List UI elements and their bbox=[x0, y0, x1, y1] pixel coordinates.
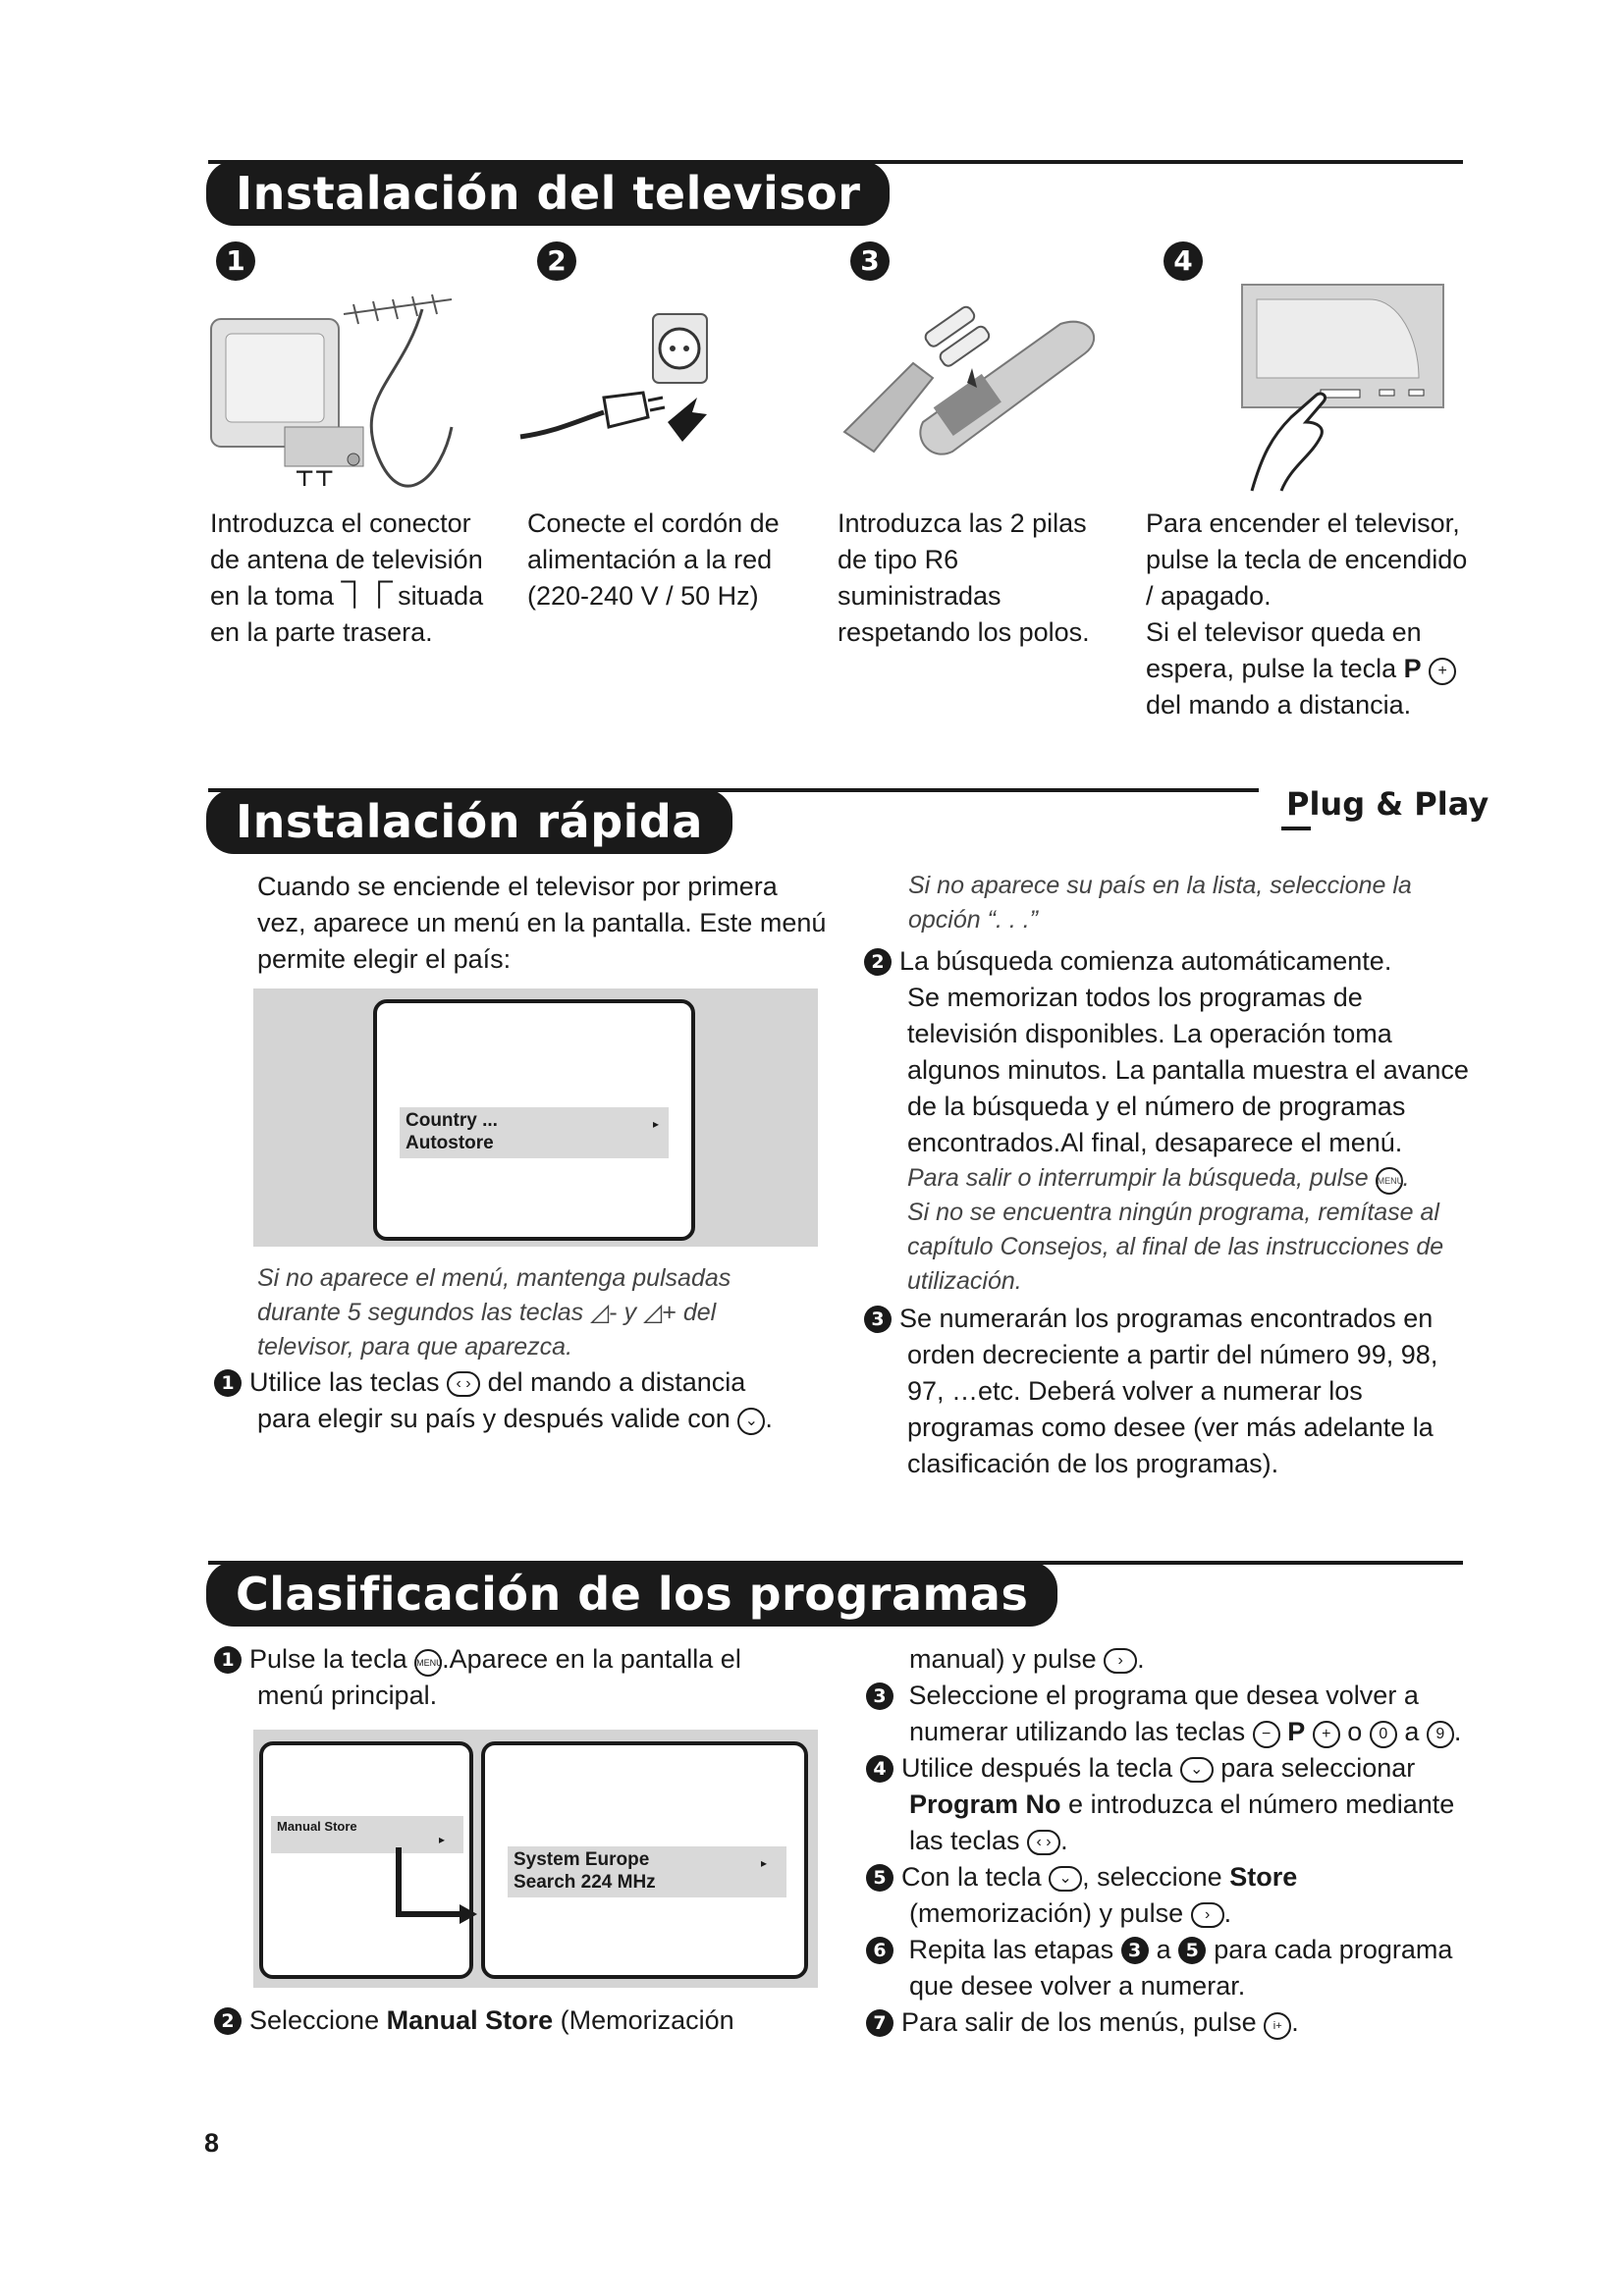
menu-item-search[interactable]: Search 224 MHz bbox=[514, 1872, 656, 1893]
exit-key-icon: i+ bbox=[1264, 2012, 1291, 2040]
text-line: Si no se encuentra ningún programa, remítase al bbox=[907, 1199, 1439, 1226]
antenna-socket-icon: ⏋⎾ bbox=[341, 581, 391, 611]
sort-step-1 bbox=[214, 1641, 823, 1714]
text-line: durante 5 segundos las teclas ◿- y ◿+ del bbox=[257, 1299, 717, 1326]
submenu-arrow-icon: ▸ bbox=[439, 1833, 446, 1846]
svg-text:⊤⊤: ⊤⊤ bbox=[295, 466, 335, 491]
page-number: 8 bbox=[204, 2128, 220, 2158]
text-line: capítulo Consejos, al final de las instrucciones de bbox=[907, 1233, 1444, 1260]
text-line: 97, …etc. Deberá volver a numerar los bbox=[907, 1376, 1363, 1406]
sort-step-2 bbox=[214, 2002, 823, 2039]
step-bullet: 3 bbox=[864, 1306, 892, 1333]
text-line: permite elegir el país: bbox=[257, 944, 512, 974]
text-line: orden decreciente a partir del número 99, 98, bbox=[907, 1340, 1438, 1369]
left-right-keys-icon: ‹ › bbox=[447, 1371, 480, 1397]
quick-install-step-3 bbox=[864, 1301, 1473, 1482]
step-number: 1 bbox=[216, 241, 255, 281]
text-line: 2 La búsqueda comienza automáticamente. bbox=[864, 943, 1473, 980]
text-line: Conecte el cordón de bbox=[527, 508, 780, 538]
install-step-3-text bbox=[838, 506, 1132, 651]
minus-key-icon: − bbox=[1253, 1721, 1280, 1748]
submenu-arrow-icon: ▸ bbox=[653, 1117, 660, 1131]
install-step-1-text bbox=[210, 506, 505, 651]
text-line: Si no aparece su país en la lista, seleccione la bbox=[908, 872, 1412, 899]
text-line: utilización. bbox=[907, 1267, 1022, 1295]
down-key-icon: ⌄ bbox=[737, 1408, 765, 1435]
text-line: Para encender el televisor, bbox=[1146, 508, 1460, 538]
install-step-4-text bbox=[1146, 506, 1480, 723]
text-line: Si el televisor queda en bbox=[1146, 617, 1422, 647]
right-key-icon: › bbox=[1191, 1902, 1224, 1928]
step-bullet: 1 bbox=[214, 1646, 242, 1674]
menu-item-manual-store[interactable]: Manual Store bbox=[277, 1819, 357, 1834]
left-right-keys-icon: ‹ › bbox=[1027, 1830, 1060, 1855]
text-line: Si no aparece el menú, mantenga pulsadas bbox=[257, 1264, 731, 1292]
step-ref-3-icon: 3 bbox=[1121, 1937, 1149, 1964]
menu-item-system[interactable]: System Europe bbox=[514, 1849, 650, 1870]
text-line: en la toma ⏋⎾ situada bbox=[210, 581, 484, 611]
text-line: clasificación de los programas). bbox=[907, 1449, 1279, 1478]
system-search-menu bbox=[508, 1846, 786, 1897]
menu-item-country[interactable]: Country ... bbox=[406, 1110, 498, 1131]
text-line: 6 Repita las etapas 3 a 5 para cada programa bbox=[866, 1932, 1475, 1968]
step-bullet: 2 bbox=[214, 2007, 242, 2035]
quick-install-intro bbox=[257, 869, 827, 978]
volume-plus-icon: ◿+ bbox=[643, 1299, 677, 1326]
text-line: 7 Para salir de los menús, pulse i+ . bbox=[866, 2004, 1475, 2041]
country-menu bbox=[400, 1107, 669, 1158]
power-plug-illustration bbox=[515, 304, 712, 461]
tv-antenna-illustration bbox=[206, 280, 471, 491]
text-line: (220-240 V / 50 Hz) bbox=[527, 581, 759, 611]
remote-batteries-illustration bbox=[835, 285, 1110, 461]
text-line: programas como desee (ver más adelante la bbox=[907, 1413, 1434, 1442]
install-step-2-text bbox=[527, 506, 822, 614]
digit-zero-key-icon: 0 bbox=[1370, 1721, 1397, 1748]
plus-key-icon: + bbox=[1429, 658, 1456, 685]
step-ref-5-icon: 5 bbox=[1178, 1937, 1206, 1964]
country-not-listed-note bbox=[908, 869, 1478, 937]
right-key-icon: › bbox=[1104, 1648, 1137, 1674]
text-line: pulse la tecla de encendido bbox=[1146, 545, 1468, 574]
text-line: Introduzca las 2 pilas bbox=[838, 508, 1087, 538]
menu-item-autostore[interactable]: Autostore bbox=[406, 1133, 494, 1153]
sort-right-column bbox=[866, 1641, 1475, 2041]
digit-nine-key-icon: 9 bbox=[1427, 1721, 1454, 1748]
down-key-icon: ⌄ bbox=[1049, 1866, 1082, 1892]
step-number: 3 bbox=[850, 241, 890, 281]
step-bullet: 6 bbox=[866, 1937, 893, 1964]
connector-arrow-icon bbox=[393, 1847, 481, 1926]
quick-install-note bbox=[257, 1261, 827, 1364]
text-line: alimentación a la red bbox=[527, 545, 773, 574]
step-bullet: 1 bbox=[214, 1369, 242, 1397]
text-line: televisión disponibles. La operación toma bbox=[907, 1019, 1392, 1048]
text-line: televisor, para que aparezca. bbox=[257, 1333, 573, 1361]
step-bullet: 5 bbox=[866, 1864, 893, 1892]
text-line: Cuando se enciende el televisor por primera bbox=[257, 872, 778, 901]
text-line: 2 Seleccione Manual Store (Memorización bbox=[214, 2002, 823, 2039]
quick-install-step-2 bbox=[864, 943, 1473, 1299]
text-line: de la búsqueda y el número de programas bbox=[907, 1092, 1406, 1121]
text-line: numerar utilizando las teclas − P + o 0 a 9 . bbox=[909, 1717, 1462, 1746]
text-line: 3 Se numerarán los programas encontrados en bbox=[864, 1301, 1473, 1337]
text-line: del mando a distancia. bbox=[1146, 690, 1412, 720]
step-number: 4 bbox=[1164, 241, 1203, 281]
step-bullet: 3 bbox=[866, 1682, 893, 1710]
submenu-arrow-icon: ▸ bbox=[761, 1856, 768, 1870]
text-line: 1 Pulse la tecla MENU.Aparece en la pantalla el bbox=[214, 1641, 823, 1678]
menu-key-icon: MENU bbox=[1376, 1167, 1403, 1195]
text-line: en la parte trasera. bbox=[210, 617, 433, 647]
volume-minus-icon: ◿- bbox=[590, 1299, 618, 1326]
text-line: las teclas ‹ › . bbox=[909, 1826, 1068, 1855]
text-line: Se memorizan todos los programas de bbox=[907, 983, 1363, 1012]
step-bullet: 7 bbox=[866, 2009, 893, 2037]
text-line: de antena de televisión bbox=[210, 545, 483, 574]
text-line: respetando los polos. bbox=[838, 617, 1090, 647]
text-line: Program No e introduzca el número mediante bbox=[909, 1789, 1455, 1819]
down-key-icon: ⌄ bbox=[1180, 1757, 1214, 1783]
text-line: que desee volver a numerar. bbox=[909, 1971, 1246, 2001]
step-bullet: 4 bbox=[866, 1755, 893, 1783]
step-bullet: 2 bbox=[864, 948, 892, 976]
text-line: espera, pulse la tecla P + bbox=[1146, 651, 1480, 687]
section-title-install-tv: Instalación del televisor bbox=[206, 161, 890, 226]
text-line: 5 Con la tecla ⌄ , seleccione Store bbox=[866, 1859, 1475, 1896]
text-line: menú principal. bbox=[257, 1681, 438, 1710]
text-line: / apagado. bbox=[1146, 581, 1272, 611]
text-line: vez, aparece un menú en la pantalla. Este menú bbox=[257, 908, 827, 937]
menu-key-icon: MENU bbox=[414, 1649, 442, 1677]
text-line: algunos minutos. La pantalla muestra el avance bbox=[907, 1055, 1469, 1085]
tv-power-button-illustration bbox=[1222, 280, 1448, 496]
step-number: 2 bbox=[537, 241, 576, 281]
text-line: de tipo R6 bbox=[838, 545, 959, 574]
text-line: 3 Seleccione el programa que desea volver a bbox=[866, 1678, 1475, 1714]
text-line: 4 Utilice después la tecla ⌄ para seleccionar bbox=[866, 1750, 1475, 1787]
plus-key-icon: + bbox=[1313, 1721, 1340, 1748]
section-title-quick-install: Instalación rápida bbox=[206, 789, 732, 854]
quick-install-step-1 bbox=[214, 1364, 823, 1437]
text-line: manual) y pulse › . bbox=[909, 1644, 1145, 1674]
text-line: (memorización) y pulse › . bbox=[909, 1898, 1232, 1928]
text-line: encontrados.Al final, desaparece el menú. bbox=[907, 1128, 1403, 1157]
text-line: Introduzca el conector bbox=[210, 508, 471, 538]
text-line: 1 Utilice las teclas ‹ › del mando a distancia bbox=[214, 1364, 823, 1401]
section-title-sort-programs: Clasificación de los programas bbox=[206, 1562, 1057, 1627]
text-line: para elegir su país y después valide con ⌄ . bbox=[257, 1404, 773, 1433]
text-line: Para salir o interrumpir la búsqueda, pulse MENU. bbox=[907, 1161, 1473, 1196]
text-line: opción “. . .” bbox=[908, 906, 1038, 934]
text-line: suministradas bbox=[838, 581, 1001, 611]
plug-and-play-logo: Plug & Play bbox=[1286, 785, 1489, 823]
